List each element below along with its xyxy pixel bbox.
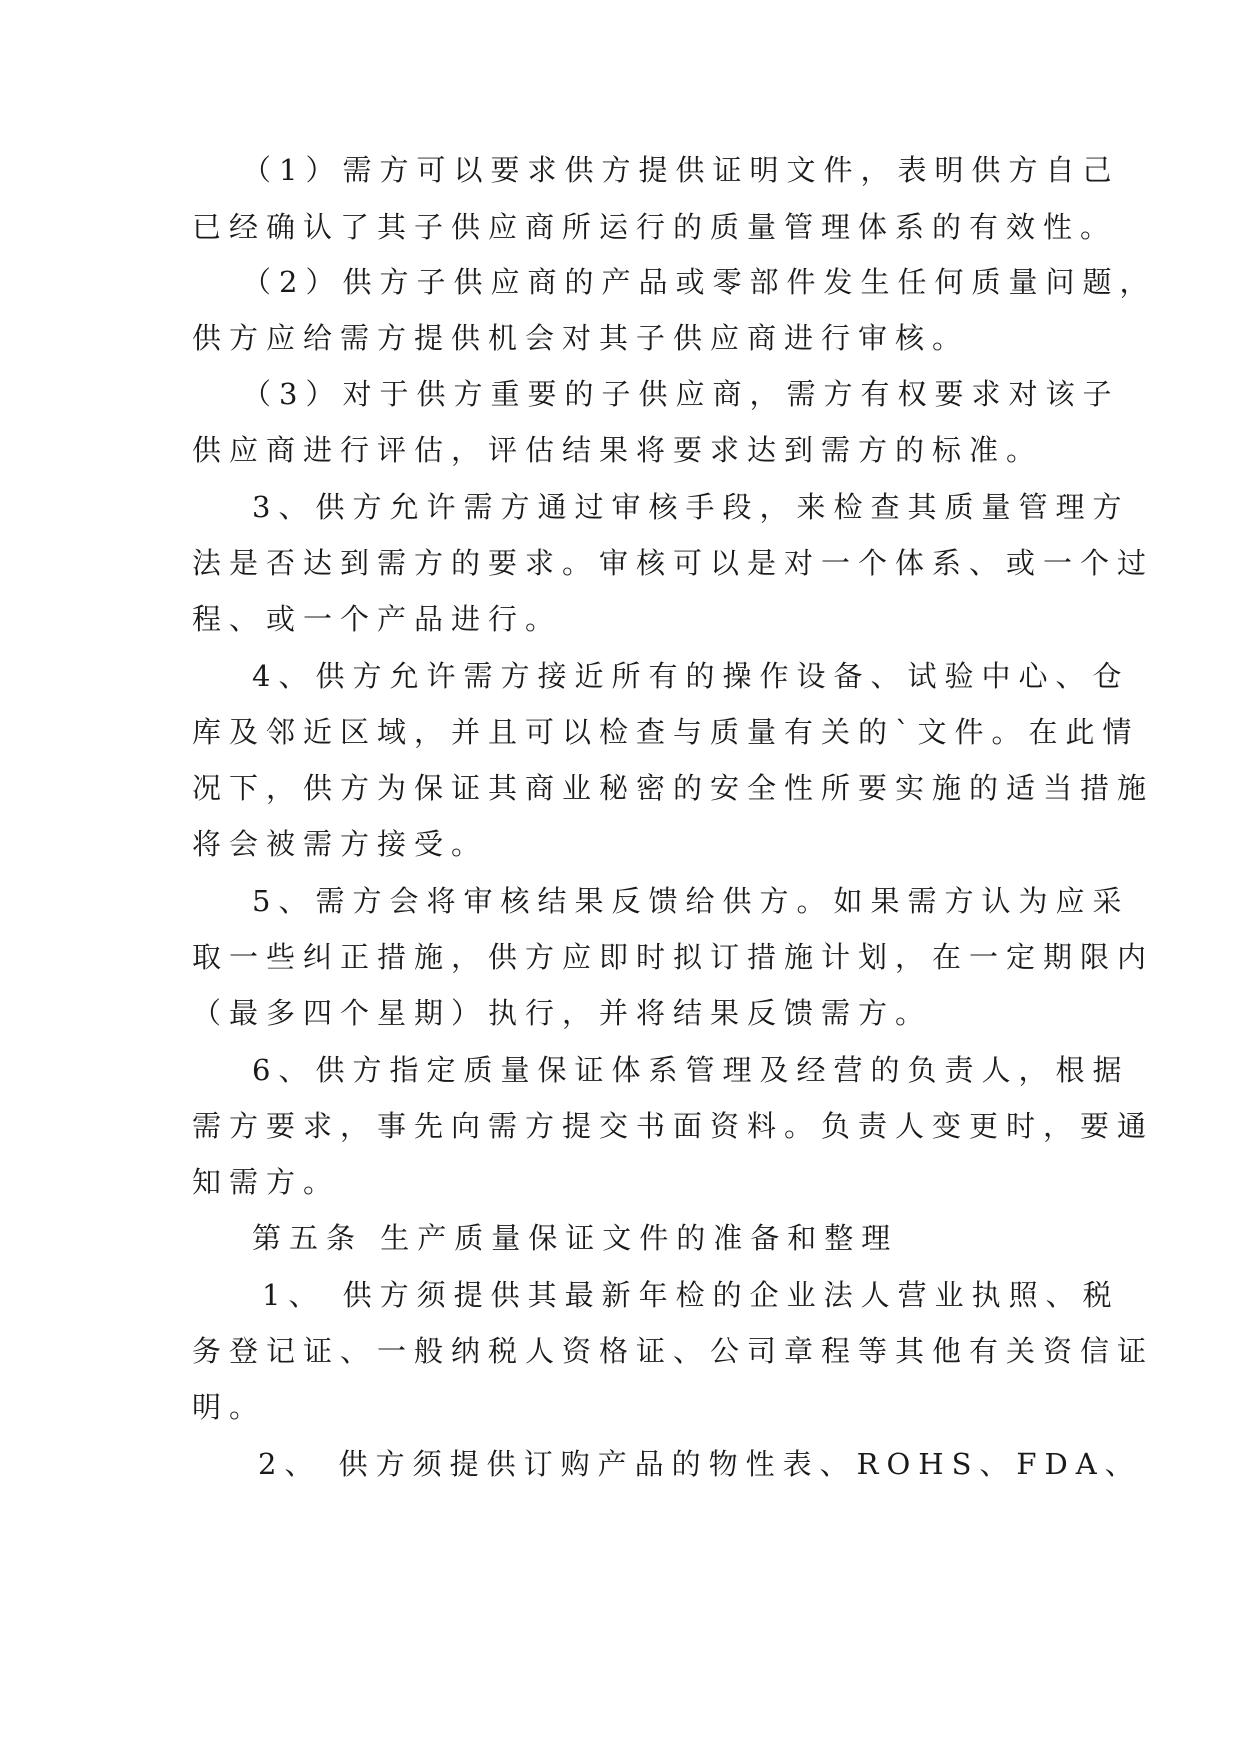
paragraph-line: 5、需方会将审核结果反馈给供方。如果需方认为应采: [252, 884, 1130, 918]
paragraph-line: 况下，供方为保证其商业秘密的安全性所要实施的适当措施: [192, 771, 1155, 805]
paragraph-line: 1、 供方须提供其最新年检的企业法人营业执照、税: [262, 1278, 1120, 1312]
paragraph-line: （最多四个星期）执行，并将结果反馈需方。: [192, 996, 933, 1030]
paragraph-line: 明。: [192, 1390, 267, 1424]
paragraph-line: 知需方。: [192, 1165, 341, 1199]
section-heading: 第五条 生产质量保证文件的准备和整理: [252, 1221, 899, 1255]
paragraph-line: 6、供方指定质量保证体系管理及经营的负责人，根据: [252, 1053, 1130, 1087]
paragraph-line: 已经确认了其子供应商所运行的质量管理体系的有效性。: [192, 210, 1118, 244]
paragraph-line: 4、供方允许需方接近所有的操作设备、试验中心、仓: [252, 659, 1130, 693]
paragraph-line: 取一些纠正措施，供方应即时拟订措施计划，在一定期限内: [192, 940, 1155, 974]
paragraph-line: 2、 供方须提供订购产品的物性表、ROHS、FDA、: [258, 1447, 1142, 1481]
paragraph-line: 3、供方允许需方通过审核手段，来检查其质量管理方: [252, 490, 1130, 524]
paragraph-line: （2）供方子供应商的产品或零部件发生任何质量问题，: [242, 265, 1157, 299]
paragraph-line: 需方要求，事先向需方提交书面资料。负责人变更时，要通: [192, 1109, 1155, 1143]
paragraph-line: 法是否达到需方的要求。审核可以是对一个体系、或一个过: [192, 546, 1155, 580]
paragraph-line: （1）需方可以要求供方提供证明文件，表明供方自己: [242, 153, 1120, 187]
paragraph-line: 供应商进行评估，评估结果将要求达到需方的标准。: [192, 433, 1044, 467]
paragraph-line: （3）对于供方重要的子供应商，需方有权要求对该子: [242, 377, 1120, 411]
paragraph-line: 务登记证、一般纳税人资格证、公司章程等其他有关资信证: [192, 1334, 1155, 1368]
paragraph-line: 程、或一个产品进行。: [192, 602, 563, 636]
paragraph-line: 库及邻近区域，并且可以检查与质量有关的`文件。在此情: [192, 715, 1140, 749]
paragraph-line: 将会被需方接受。: [192, 827, 489, 861]
paragraph-line: 供方应给需方提供机会对其子供应商进行审核。: [192, 321, 970, 355]
